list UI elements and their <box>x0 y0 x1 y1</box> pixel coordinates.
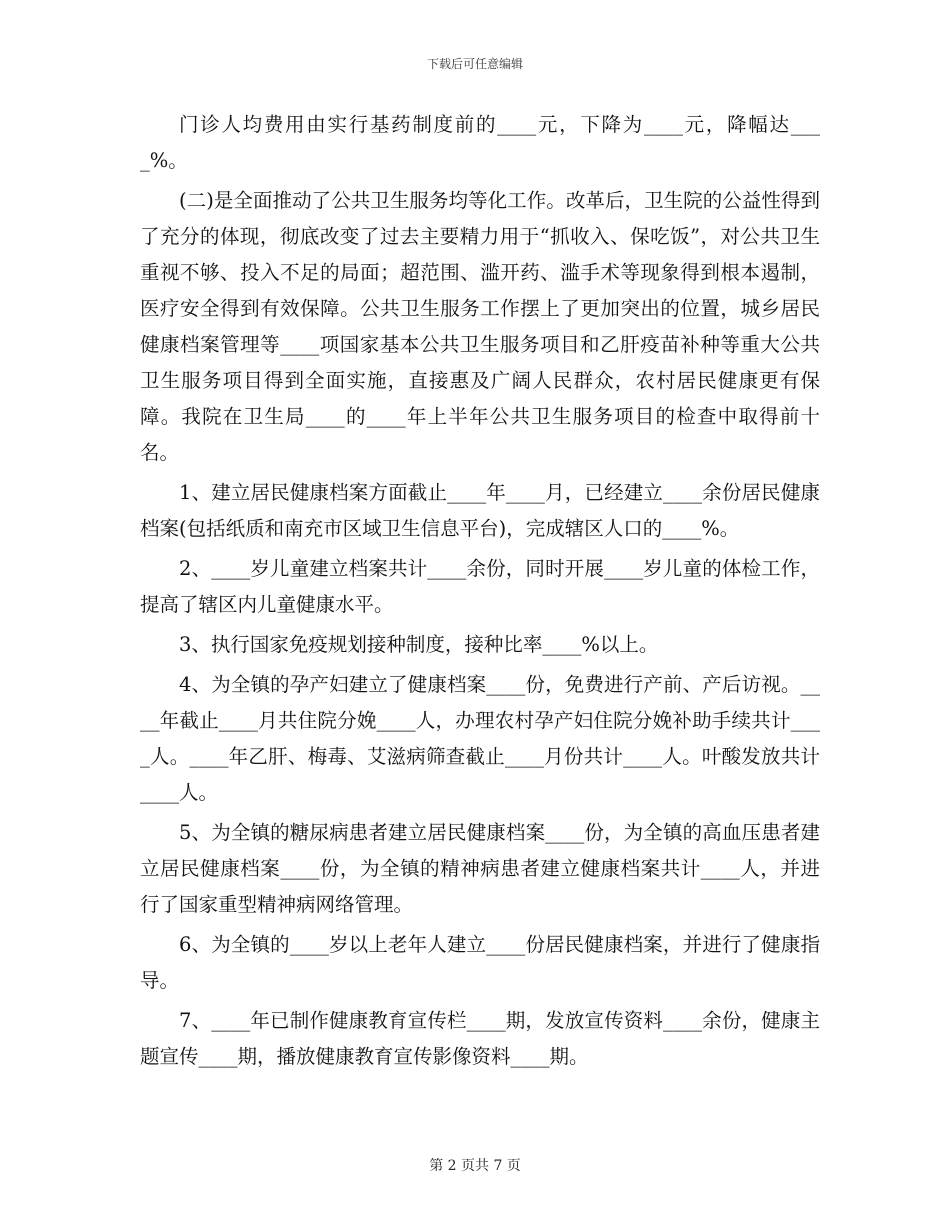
paragraph-item-7: 7、____年已制作健康教育宣传栏____期，发放宣传资料____余份，健康主题宣传____期，播放健康教育宣传影像资料____期。 <box>140 1009 820 1068</box>
paragraph-item-5: 5、为全镇的糖尿病患者建立居民健康档案____份，为全镇的高血压患者建立居民健康档案____份，为全镇的精神病患者建立健康档案共计____人，并进行了国家重型精神病网络管理。 <box>140 821 820 916</box>
paragraph-item-3: 3、执行国家免疫规划接种制度，接种比率____%以上。 <box>179 633 659 656</box>
paragraph-item-1: 1、建立居民健康档案方面截止____年____月，已经建立____余份居民健康档案(包括纸质和南充市区域卫生信息平台)，完成辖区人口的____%。 <box>140 481 820 540</box>
paragraph-cost: 门诊人均费用由实行基药制度前的____元，下降为____元，降幅达____%。 <box>140 113 820 172</box>
page-header: 下载后可任意编辑 <box>426 57 523 71</box>
document-body <box>140 107 820 1079</box>
paragraph-item-4: 4、为全镇的孕产妇建立了健康档案____份，免费进行产前、产后访视。____年截止____月共住院分娩____人，办理农村孕产妇住院分娩补助手续共计____人。____年乙肝、梅毒、艾滋病筛查截止____月份共计____人。叶酸发放共计____人。 <box>140 673 820 804</box>
paragraph-item-6: 6、为全镇的____岁以上老年人建立____份居民健康档案，并进行了健康指导。 <box>140 933 820 992</box>
paragraph-item-2: 2、____岁儿童建立档案共计____余份，同时开展____岁儿童的体检工作，提高了辖区内儿童健康水平。 <box>140 557 820 616</box>
paragraph-public-health: (二)是全面推动了公共卫生服务均等化工作。改革后，卫生院的公益性得到了充分的体现，彻底改变了过去主要精力用于“抓收入、保吃饭”，对公共卫生重视不够、投入不足的局面；超范围、滥开药、滥手术等现象得到根本遏制，医疗安全得到有效保障。公共卫生服务工作摆上了更加突出的位置，城乡居民健康档案管理等____项国家基本公共卫生服务项目和乙肝疫苗补种等重大公共卫生服务项目得到全面实施，直接惠及广阔人民群众，农村居民健康更有保障。我院在卫生局____的____年上半年公共卫生服务项目的检查中取得前十名。 <box>140 189 820 464</box>
page-number: 第 2 页共 7 页 <box>429 1158 521 1174</box>
